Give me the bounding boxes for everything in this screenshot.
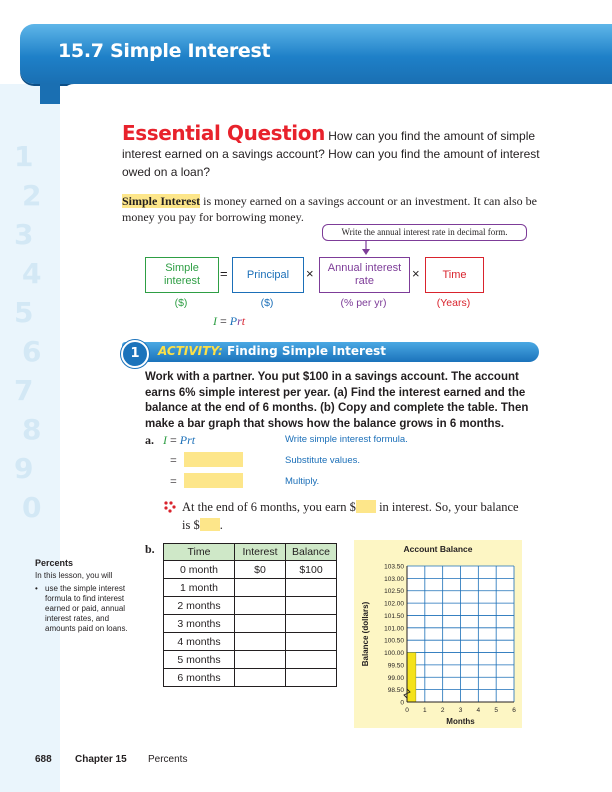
var-I: I	[213, 314, 217, 328]
table-row	[164, 615, 337, 633]
y-tick-label: 99.00	[387, 674, 404, 682]
x-tick-label: 0	[405, 707, 409, 714]
activity-title: Finding Simple Interest	[227, 344, 386, 358]
eq-equals: =	[217, 314, 230, 328]
var-t: t	[191, 433, 196, 447]
equals-sign: =	[170, 474, 177, 488]
unit-rate: (% per yr)	[340, 297, 387, 309]
activity-number: 1	[121, 340, 149, 368]
margin-number: 7	[14, 374, 34, 407]
sidebar-intro: In this lesson, you will	[35, 571, 113, 580]
table-row	[164, 561, 337, 579]
table-cell	[286, 651, 337, 669]
answer-box-balance[interactable]	[200, 518, 220, 531]
table-cell	[286, 597, 337, 615]
eq-equals: =	[167, 433, 180, 447]
table-cell	[286, 669, 337, 687]
chart-title: Account Balance	[403, 544, 473, 554]
definition-text: is money earned on a savings account or an investment. It can also be money you pay for borrowing money.	[122, 194, 538, 224]
table-cell: $0	[235, 561, 286, 579]
var-r: r	[237, 314, 242, 328]
y-tick-label: 0	[400, 699, 404, 707]
formula-label: Simple interest	[163, 262, 201, 287]
essential-question	[122, 121, 562, 181]
sidebar-bullet	[35, 584, 135, 634]
table-cell	[235, 579, 286, 597]
formula-box-simple-interest	[145, 257, 219, 293]
y-tick-label: 103.50	[384, 563, 404, 571]
y-tick-label: 100.00	[384, 650, 404, 658]
part-a-conclusion	[182, 498, 532, 534]
bar	[407, 653, 416, 702]
account-balance-chart	[354, 540, 522, 728]
simple-interest-formula	[213, 314, 245, 329]
x-tick-label: 4	[476, 707, 481, 714]
table-cell	[235, 615, 286, 633]
essential-question-text: How can you find the amount of simple interest earned on a savings account? How can you find the amount of interest owed on a loan?	[122, 129, 540, 179]
times-sign: ×	[306, 266, 314, 281]
header-corner-mask	[60, 84, 612, 104]
formula-label: Annual interest rate	[327, 262, 402, 287]
y-tick-label: 99.50	[387, 662, 404, 670]
times-sign: ×	[412, 266, 420, 281]
activity-label: ACTIVITY:	[158, 344, 223, 358]
table-cell: 6 months	[164, 669, 235, 687]
margin-number: 1	[14, 140, 34, 173]
unit-simple-interest: ($)	[174, 297, 188, 309]
header-corner	[40, 84, 60, 104]
table-cell: 5 months	[164, 651, 235, 669]
table-row	[164, 651, 337, 669]
table-cell: 2 months	[164, 597, 235, 615]
definition-term: Simple Interest	[122, 194, 201, 208]
var-P: P	[179, 433, 188, 447]
table-row	[164, 597, 337, 615]
formula-label: Time	[442, 268, 467, 281]
margin-number: 0	[22, 491, 42, 524]
essential-question-title: Essential Question	[122, 121, 325, 145]
table-row	[164, 633, 337, 651]
margin-number: 2	[22, 179, 42, 212]
x-tick-label: 5	[494, 707, 498, 714]
y-axis-label: Balance (dollars)	[361, 601, 370, 667]
y-tick-label: 101.50	[384, 612, 404, 620]
y-tick-label: 100.50	[384, 637, 404, 645]
hint-multiply: Multiply.	[285, 476, 320, 487]
page-number: 688	[35, 754, 52, 765]
footer-chapter: Chapter 15	[75, 754, 127, 765]
conclusion-text: is $	[182, 518, 200, 532]
margin-number: 4	[22, 257, 42, 290]
margin-number: 6	[22, 335, 42, 368]
table-cell	[235, 633, 286, 651]
key-idea-icon	[163, 500, 177, 514]
margin-number: 3	[14, 218, 34, 251]
table-cell	[235, 597, 286, 615]
table-cell	[286, 579, 337, 597]
answer-box-multiply[interactable]	[184, 473, 243, 488]
hint-substitute: Substitute values.	[285, 455, 360, 466]
formula-box-time	[425, 257, 484, 293]
table-cell	[235, 669, 286, 687]
bullet-icon: •	[35, 584, 38, 593]
x-axis-label: Months	[446, 717, 475, 726]
var-t: t	[241, 314, 246, 328]
answer-box-interest[interactable]	[356, 500, 376, 513]
y-tick-label: 101.00	[384, 625, 404, 633]
table-cell	[286, 615, 337, 633]
equals-sign: =	[220, 266, 228, 281]
table-cell: 1 month	[164, 579, 235, 597]
y-tick-label: 103.00	[384, 575, 404, 583]
part-a-formula	[163, 433, 195, 448]
table-cell: 3 months	[164, 615, 235, 633]
table-cell: $100	[286, 561, 337, 579]
footer-topic: Percents	[148, 754, 188, 765]
table-row	[164, 669, 337, 687]
table-cell	[286, 633, 337, 651]
table-header-row	[164, 544, 337, 561]
x-tick-label: 1	[423, 707, 427, 714]
conclusion-text: At the end of 6 months, you earn $	[182, 500, 356, 514]
formula-label: Principal	[246, 268, 290, 281]
part-a-label: a.	[145, 433, 154, 447]
table-cell: 4 months	[164, 633, 235, 651]
table-cell: 0 month	[164, 561, 235, 579]
y-tick-label: 98.50	[387, 687, 404, 695]
x-tick-label: 3	[458, 707, 463, 714]
conclusion-text: .	[219, 518, 223, 532]
formula-box-rate	[319, 257, 410, 293]
x-tick-label: 2	[440, 707, 445, 714]
margin-number: 5	[14, 296, 34, 329]
unit-time: (Years)	[436, 297, 471, 309]
margin-number: 9	[14, 452, 34, 485]
conclusion-text: in interest. So, your balance	[375, 500, 519, 514]
sidebar-bullet-text: use the simple interest formula to find interest earned or paid, annual interest rates, and amounts paid on loans.	[45, 584, 128, 633]
formula-box-principal	[232, 257, 304, 293]
hint-write-formula: Write simple interest formula.	[285, 434, 408, 445]
table-header: Interest	[235, 544, 286, 561]
y-tick-label: 102.50	[384, 588, 404, 596]
table-row	[164, 579, 337, 597]
balance-table	[163, 543, 337, 687]
table-header: Balance	[286, 544, 337, 561]
unit-principal: ($)	[260, 297, 274, 309]
sidebar-text	[35, 571, 135, 634]
y-tick-label: 102.00	[384, 600, 404, 608]
definition	[122, 193, 562, 225]
table-cell	[235, 651, 286, 669]
x-tick-label: 6	[512, 707, 516, 714]
answer-box-substitute[interactable]	[184, 452, 243, 467]
margin-number: 8	[22, 413, 42, 446]
var-r: r	[187, 433, 192, 447]
sidebar-title: Percents	[35, 558, 74, 568]
rate-callout: Write the annual interest rate in decimal form.	[322, 224, 527, 241]
activity-intro: Work with a partner. You put $100 in a savings account. The account earns 6% simple interest per year. (a) Find the interest earned and the balance at the end of 6 months. (b) Copy and complete the table. Then make a bar graph that shows how the balance grows in 6 months.	[145, 371, 529, 430]
var-I: I	[163, 433, 167, 447]
var-P: P	[229, 314, 238, 328]
equals-sign: =	[170, 453, 177, 467]
part-b-label: b.	[145, 542, 155, 556]
table-header: Time	[164, 544, 235, 561]
callout-arrow	[360, 240, 372, 256]
section-title: 15.7 Simple Interest	[58, 40, 271, 62]
